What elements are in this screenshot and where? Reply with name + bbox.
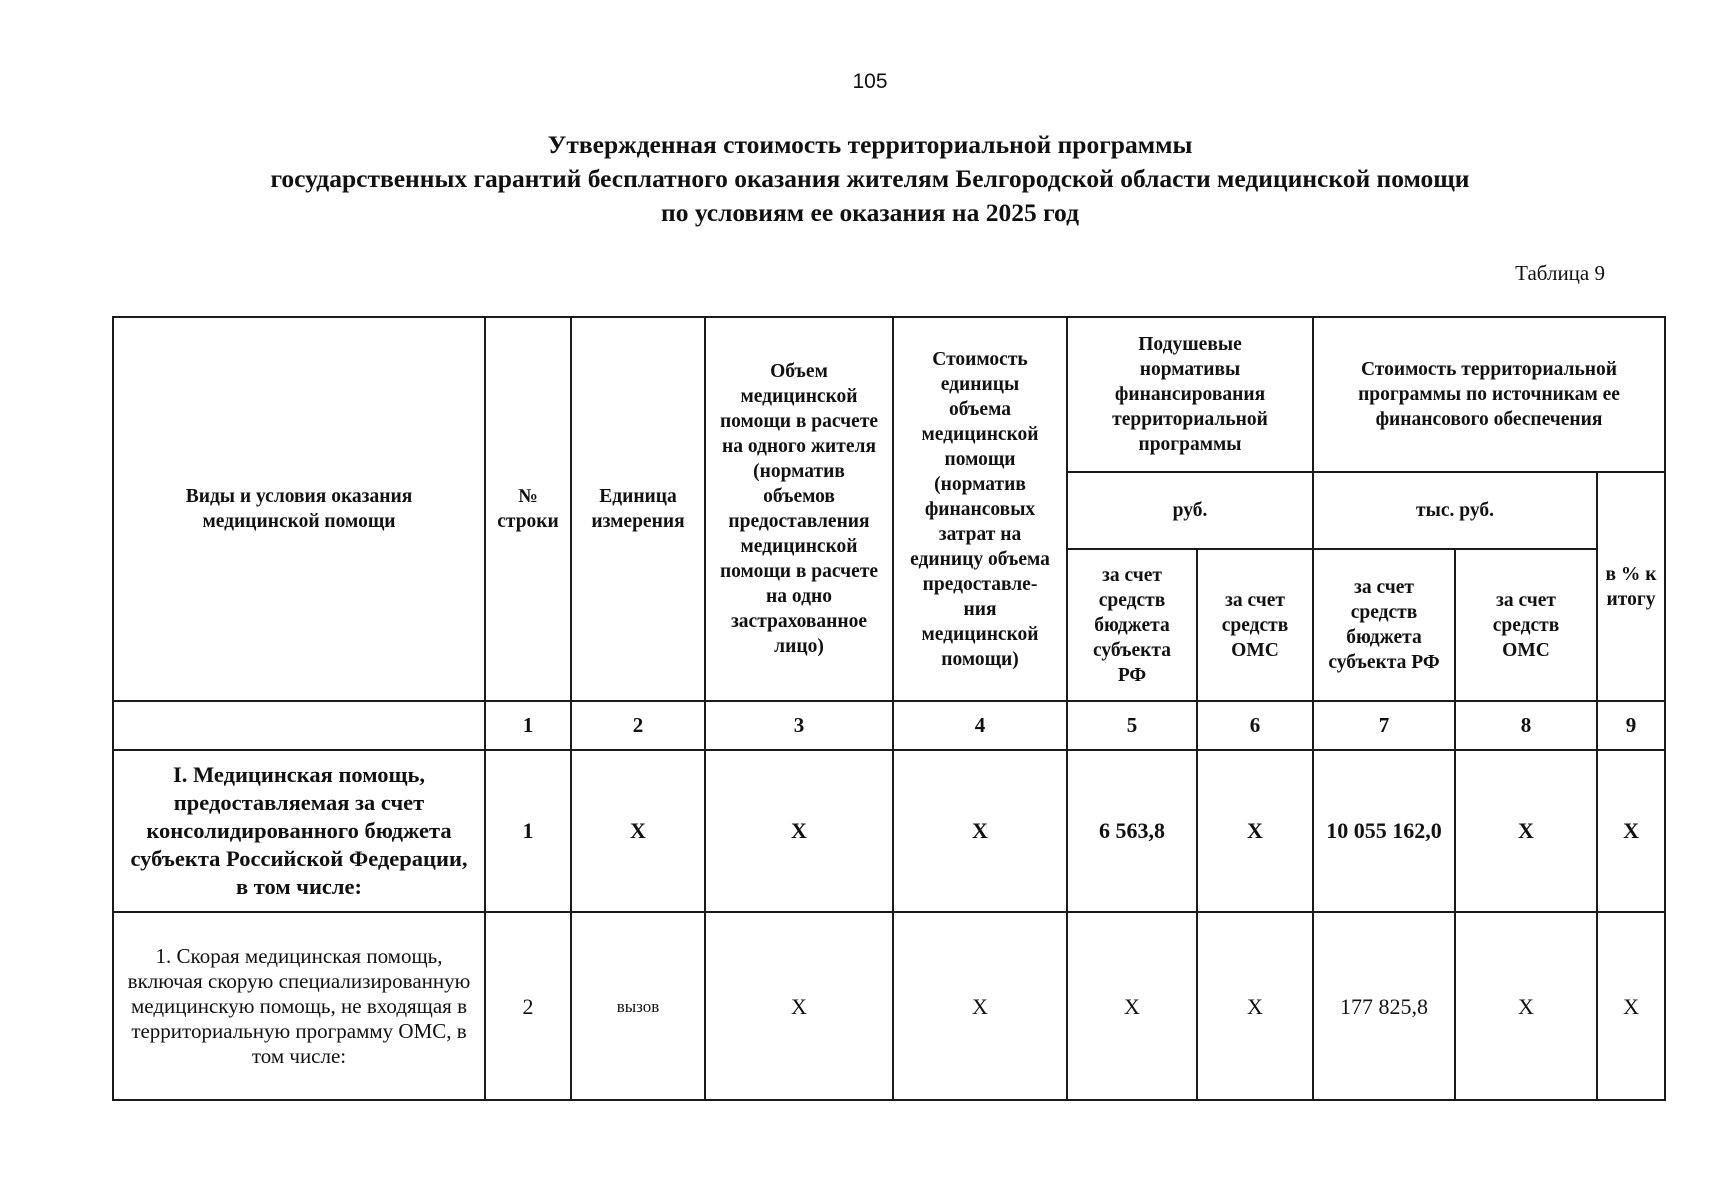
column-number: 4: [893, 701, 1067, 750]
header-thous-rub: тыс. руб.: [1313, 472, 1597, 549]
header-types: Виды и условия оказания медицинской помощи: [113, 317, 485, 701]
row-percent: X: [1597, 750, 1665, 912]
row-cost-oms: X: [1455, 912, 1597, 1100]
document-title: [150, 128, 1590, 230]
header-volume: Объем медицинской помощи в расчете на одного жителя (норматив объемов предоставления медицинской помощи в расчете на одно застрахованное лицо): [705, 317, 893, 701]
row-cost-oms: X: [1455, 750, 1597, 912]
row-per-capita-oms: X: [1197, 750, 1313, 912]
column-number: 3: [705, 701, 893, 750]
table-row: [113, 912, 1665, 1100]
row-cost-unit: X: [893, 750, 1067, 912]
header-budget-rf-a: за счет средств бюджета субъекта РФ: [1067, 549, 1197, 701]
row-volume: X: [705, 912, 893, 1100]
header-cost-unit: Стоимость единицы объема медицинской помощи (норматив финансовых затрат на единицу объема предоставле-ния медицинской помощи): [893, 317, 1067, 701]
header-oms-a: за счет средств ОМС: [1197, 549, 1313, 701]
column-number-row: [113, 701, 1665, 750]
row-per-capita-budget: 6 563,8: [1067, 750, 1197, 912]
row-per-capita-budget: X: [1067, 912, 1197, 1100]
title-line-2: государственных гарантий бесплатного оказания жителям Белгородской области медицинской помощи: [270, 164, 1470, 193]
column-number-empty: [113, 701, 485, 750]
row-unit: вызов: [571, 912, 705, 1100]
header-row-no: № строки: [485, 317, 571, 701]
row-percent: X: [1597, 912, 1665, 1100]
title-line-3: по условиям ее оказания на 2025 год: [661, 198, 1079, 227]
table-row: [113, 750, 1665, 912]
row-unit: X: [571, 750, 705, 912]
column-number: 9: [1597, 701, 1665, 750]
table-header: [113, 317, 1665, 750]
page-number: 105: [852, 70, 888, 93]
row-volume: X: [705, 750, 893, 912]
header-rub: руб.: [1067, 472, 1313, 549]
row-number: 1: [485, 750, 571, 912]
table-body: [113, 750, 1665, 1100]
row-name: 1. Скорая медицинская помощь, включая скорую специализированную медицинскую помощь, не входящая в территориальную программу ОМС, в том числе:: [113, 912, 485, 1100]
header-oms-b: за счет средств ОМС: [1455, 549, 1597, 701]
row-per-capita-oms: X: [1197, 912, 1313, 1100]
column-number: 6: [1197, 701, 1313, 750]
header-per-capita: Подушевые нормативы финансирования территориальной программы: [1067, 317, 1313, 472]
cost-table: [112, 316, 1666, 1101]
column-number: 5: [1067, 701, 1197, 750]
row-cost-unit: X: [893, 912, 1067, 1100]
row-name: I. Медицинская помощь, предоставляемая за счет консолидированного бюджета субъекта Российской Федерации, в том числе:: [113, 750, 485, 912]
header-budget-rf-b: за счет средств бюджета субъекта РФ: [1313, 549, 1455, 701]
column-number: 1: [485, 701, 571, 750]
row-number: 2: [485, 912, 571, 1100]
column-number: 8: [1455, 701, 1597, 750]
header-percent: в % к итогу: [1597, 472, 1665, 701]
table-label: Таблица 9: [1515, 261, 1605, 285]
row-cost-budget: 177 825,8: [1313, 912, 1455, 1100]
row-cost-budget: 10 055 162,0: [1313, 750, 1455, 912]
column-number: 2: [571, 701, 705, 750]
header-unit: Единица измерения: [571, 317, 705, 701]
column-number: 7: [1313, 701, 1455, 750]
header-program-cost: Стоимость территориальной программы по источникам ее финансового обеспечения: [1313, 317, 1665, 472]
title-line-1: Утвержденная стоимость территориальной программы: [547, 130, 1193, 159]
